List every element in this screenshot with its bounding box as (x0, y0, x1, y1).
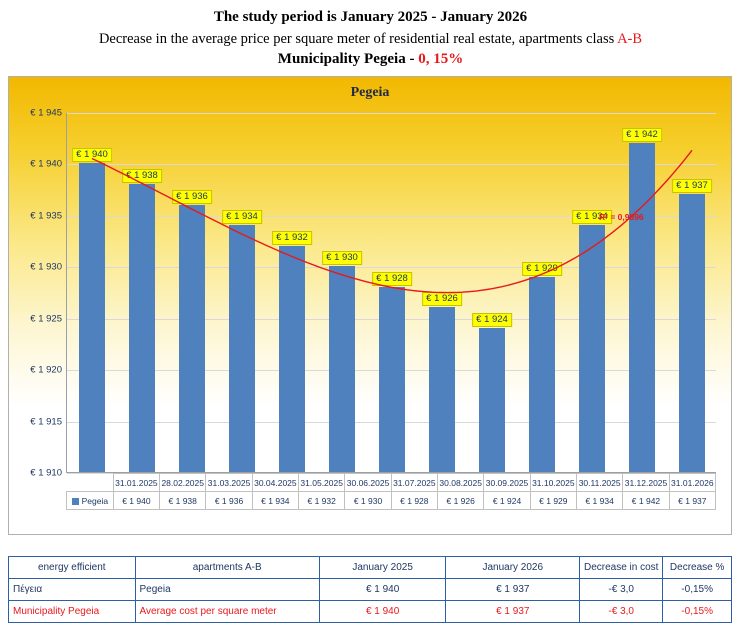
summary-cell: -€ 3,0 (580, 601, 663, 623)
bar-data-label: € 1 926 (422, 292, 462, 306)
bar-slot (517, 113, 567, 472)
x-axis-tick-label: 31.12.2025 (623, 474, 669, 492)
summary-cell: Municipality Pegeia (9, 601, 136, 623)
summary-cell: € 1 937 (446, 579, 580, 601)
x-axis-tick-label: 30.11.2025 (577, 474, 623, 492)
summary-header-cell: January 2026 (446, 557, 580, 579)
x-axis-tick-label: 31.05.2025 (299, 474, 345, 492)
bar[interactable] (679, 194, 705, 472)
bar-slot (567, 113, 617, 472)
bar-data-label: € 1 932 (272, 231, 312, 245)
x-axis-tick-label: 31.03.2025 (206, 474, 252, 492)
table-value-cell: € 1 932 (299, 492, 345, 510)
x-axis-tick-label: 30.06.2025 (345, 474, 391, 492)
bar-slot (267, 113, 317, 472)
summary-cell: -0,15% (663, 579, 732, 601)
bar-slot (617, 113, 667, 472)
bar-data-label: € 1 937 (672, 179, 712, 193)
table-value-cell: € 1 929 (530, 492, 576, 510)
bar-slot (67, 113, 117, 472)
table-value-cell: € 1 936 (206, 492, 252, 510)
bar[interactable] (629, 143, 655, 472)
table-row-categories (67, 474, 716, 492)
y-axis-tick-label: € 1 910 (30, 467, 62, 479)
table-value-cell: € 1 928 (391, 492, 437, 510)
summary-header-row (9, 557, 732, 579)
bar[interactable] (79, 163, 105, 472)
y-axis-tick-label: € 1 920 (30, 364, 62, 376)
x-axis-tick-label: 30.04.2025 (252, 474, 298, 492)
y-axis-tick-label: € 1 945 (30, 107, 62, 119)
summary-cell: -€ 3,0 (580, 579, 663, 601)
summary-table (8, 556, 732, 623)
bar-slot (667, 113, 717, 472)
subtitle-decrease (0, 27, 741, 49)
summary-header-cell: apartments A-B (135, 557, 319, 579)
bar[interactable] (129, 184, 155, 472)
table-value-cell: € 1 938 (160, 492, 206, 510)
bar-data-label: € 1 938 (122, 169, 162, 183)
table-corner-cell (67, 474, 114, 492)
bar-slot (417, 113, 467, 472)
subtitle-text: Decrease in the average price per square meter of residential real estate, apartments class (98, 31, 618, 47)
table-value-cell: € 1 926 (438, 492, 484, 510)
bar-data-label: € 1 928 (372, 272, 412, 286)
bar-data-label: € 1 936 (172, 190, 212, 204)
bar-slot (367, 113, 417, 472)
legend-entry (67, 492, 114, 510)
x-axis-tick-label: 31.10.2025 (530, 474, 576, 492)
bar-slot (117, 113, 167, 472)
summary-cell: € 1 940 (319, 601, 446, 623)
summary-cell: Average cost per square meter (135, 601, 319, 623)
summary-cell: -0,15% (663, 601, 732, 623)
x-axis-tick-label: 31.01.2026 (669, 474, 715, 492)
y-axis-tick-label: € 1 935 (30, 210, 62, 222)
summary-cell: € 1 937 (446, 601, 580, 623)
summary-row (9, 579, 732, 601)
table-value-cell: € 1 934 (577, 492, 623, 510)
x-axis-tick-label: 31.07.2025 (391, 474, 437, 492)
subtitle-class-accent: A-B (617, 31, 643, 47)
bar[interactable] (579, 225, 605, 472)
summary-header-cell: Decrease in cost (580, 557, 663, 579)
municipality-name: Municipality Pegeia (277, 51, 406, 67)
legend-label: Pegeia (81, 495, 109, 506)
table-value-cell: € 1 940 (113, 492, 159, 510)
bar-data-label: € 1 934 (572, 210, 612, 224)
y-axis-tick-label: € 1 940 (30, 158, 62, 170)
bar-data-label: € 1 924 (472, 313, 512, 327)
table-value-cell: € 1 937 (669, 492, 715, 510)
municipality-percent: 0, 15% (418, 51, 464, 67)
summary-header-cell: January 2025 (319, 557, 446, 579)
summary-cell: € 1 940 (319, 579, 446, 601)
bar-slot (167, 113, 217, 472)
x-axis-tick-label: 30.08.2025 (438, 474, 484, 492)
y-axis-tick-label: € 1 915 (30, 416, 62, 428)
summary-cell: Pegeia (135, 579, 319, 601)
bar[interactable] (179, 205, 205, 472)
plot-area (30, 107, 716, 479)
bar[interactable] (479, 328, 505, 472)
table-value-cell: € 1 930 (345, 492, 391, 510)
bar-series (67, 113, 716, 472)
y-axis-tick-label: € 1 930 (30, 261, 62, 273)
table-value-cell: € 1 934 (252, 492, 298, 510)
bar-data-label: € 1 942 (622, 128, 662, 142)
x-axis-tick-label: 28.02.2025 (160, 474, 206, 492)
bar-data-label: € 1 934 (222, 210, 262, 224)
summary-cell: Πέγεια (9, 579, 136, 601)
table-value-cell: € 1 924 (484, 492, 530, 510)
bar[interactable] (379, 287, 405, 472)
x-axis-tick-label: 31.01.2025 (113, 474, 159, 492)
chart-container (8, 76, 732, 535)
summary-header-cell: Decrease % (663, 557, 732, 579)
bar[interactable] (329, 266, 355, 472)
chart-title: Pegeia (350, 85, 390, 100)
bar[interactable] (429, 307, 455, 472)
bar-data-label: € 1 940 (72, 148, 112, 162)
bar-slot (217, 113, 267, 472)
summary-header-cell: energy efficient (9, 557, 136, 579)
chart-data-table (66, 473, 716, 510)
table-row-values (67, 492, 716, 510)
bar-slot (467, 113, 517, 472)
municipality-title (0, 49, 741, 70)
bar-slot (317, 113, 367, 472)
bar-data-label: € 1 930 (322, 251, 362, 265)
title-block (0, 0, 741, 70)
bar-data-label: € 1 929 (522, 262, 562, 276)
study-period-title: The study period is January 2025 - January 2026 (213, 9, 528, 25)
legend-swatch-icon (72, 498, 79, 505)
bar[interactable] (529, 277, 555, 472)
summary-row (9, 601, 732, 623)
bar[interactable] (229, 225, 255, 472)
r-squared-label: R² = 0,9896 (599, 211, 644, 222)
x-axis-tick-label: 30.09.2025 (484, 474, 530, 492)
municipality-sep: - (405, 51, 419, 67)
table-value-cell: € 1 942 (623, 492, 669, 510)
y-axis-tick-label: € 1 925 (30, 313, 62, 325)
bar[interactable] (279, 246, 305, 472)
